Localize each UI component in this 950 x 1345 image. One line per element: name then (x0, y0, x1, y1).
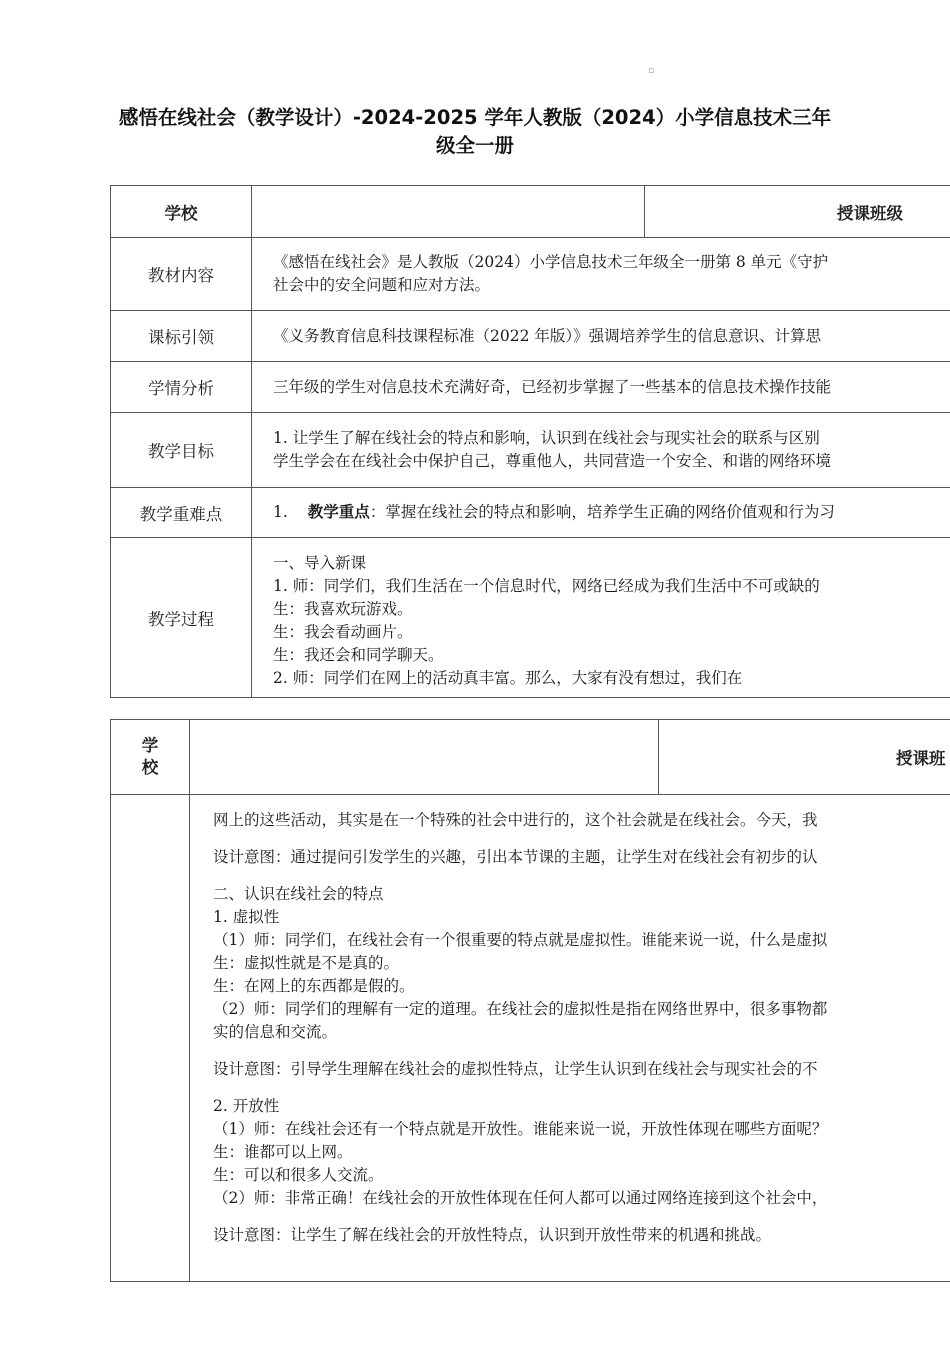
row-label-cell (111, 238, 252, 311)
row-label: 教学目标 (148, 442, 214, 461)
class-label-cell (645, 186, 950, 238)
title-line-1: 感悟在线社会（教学设计）-2024-2025 学年人教版（2024）小学信息技术三年 (118, 106, 832, 129)
lesson-info-table (110, 185, 950, 698)
key-point-text: ：掌握在线社会的特点和影响，培养学生正确的网络价值观和行为习 (369, 503, 835, 521)
text-line: 生：我会看动画片。 (273, 623, 413, 641)
design-intent-line: 设计意图：让学生了解在线社会的开放性特点，认识到开放性带来的机遇和挑战。 (213, 1226, 772, 1244)
class-label: 授课班级 (837, 203, 903, 223)
text-line: 生：可以和很多人交流。 (213, 1166, 384, 1184)
school-value-cell (252, 186, 645, 238)
text-line: 一、导入新课 (273, 554, 367, 572)
process-label-cell (111, 795, 190, 1282)
school-label-char: 学 (141, 736, 159, 755)
text-line: （1）师：在线社会还有一个特点就是开放性。谁能来说一说，开放性体现在哪些方面呢？ (213, 1120, 828, 1138)
teaching-process-cell (252, 538, 950, 698)
row-label-cell (111, 362, 252, 413)
row-label-cell (111, 538, 252, 698)
row-label-cell (111, 311, 252, 362)
row-label: 课标引领 (148, 328, 214, 347)
text-line: 二、认识在线社会的特点 (213, 885, 384, 903)
row-label: 教材内容 (148, 266, 214, 285)
text-line: 网上的这些活动，其实是在一个特殊的社会中进行的，这个社会就是在线社会。今天，我 (213, 811, 818, 829)
text-line: 生：我还会和同学聊天。 (273, 646, 444, 664)
school-label: 学校 (164, 203, 198, 223)
class-label: 授课班 (896, 749, 946, 768)
row-label: 学情分析 (148, 379, 214, 398)
teaching-goals-cell (252, 413, 950, 488)
key-point-line (273, 501, 950, 524)
text-line: 《感悟在线社会》是人教版（2024）小学信息技术三年级全一册第 8 单元《守护 (273, 253, 829, 271)
text-line: 生：在网上的东西都是假的。 (213, 977, 415, 995)
lesson-process-table (110, 719, 950, 1282)
text-line: （1）师：同学们，在线社会有一个很重要的特点就是虚拟性。谁能来说一说，什么是虚拟 (213, 931, 828, 949)
school-label-cell (111, 186, 252, 238)
text-line: 生：谁都可以上网。 (213, 1143, 353, 1161)
text-line: 《义务教育信息科技课程标准（2022 年版）》强调培养学生的信息意识、计算思 (273, 326, 822, 345)
title-line-2: 级全一册 (435, 134, 514, 157)
key-points-cell (252, 488, 950, 538)
school-value-cell (190, 720, 659, 795)
text-line: 1. 师：同学们，我们生活在一个信息时代，网络已经成为我们生活中不可或缺的 (273, 577, 820, 595)
design-intent-line: 设计意图：引导学生理解在线社会的虚拟性特点，让学生认识到在线社会与现实社会的不 (213, 1060, 818, 1078)
school-label-cell (111, 720, 190, 795)
text-line: 1. 虚拟性 (213, 908, 280, 926)
text-line: 1. 让学生了解在线社会的特点和影响，认识到在线社会与现实社会的联系与区别 (273, 429, 820, 447)
row-label-cell (111, 488, 252, 538)
text-line: 社会中的安全问题和应对方法。 (273, 276, 491, 294)
process-content-cell (190, 795, 950, 1282)
school-label-char: 校 (141, 758, 159, 777)
text-line: 2. 开放性 (213, 1097, 280, 1115)
text-line: 三年级的学生对信息技术充满好奇，已经初步掌握了一些基本的信息技术操作技能 (273, 377, 832, 396)
row-label: 教学过程 (148, 609, 214, 629)
curriculum-standard-cell (252, 311, 950, 362)
text-line: 2. 师：同学们在网上的活动真丰富。那么，大家有没有想过，我们在 (273, 669, 743, 687)
text-line: 生：我喜欢玩游戏。 (273, 600, 413, 618)
student-analysis-cell (252, 362, 950, 413)
text-line: 实的信息和交流。 (213, 1023, 338, 1041)
text-line: （2）师：同学们的理解有一定的道理。在线社会的虚拟性是指在网络世界中，很多事物都 (213, 1000, 828, 1018)
page-mark: ▫ (648, 66, 655, 76)
key-point-heading: 教学重点 (307, 503, 370, 521)
row-label: 教学重难点 (139, 504, 223, 524)
row-label-cell (111, 413, 252, 488)
text-line: （2）师：非常正确！在线社会的开放性体现在任何人都可以通过网络连接到这个社会中， (213, 1189, 828, 1207)
text-line: 生：虚拟性就是不是真的。 (213, 954, 400, 972)
textbook-content-cell (252, 238, 950, 311)
text-line: 学生学会在在线社会中保护自己，尊重他人，共同营造一个安全、和谐的网络环境 (273, 452, 832, 470)
document-title (90, 104, 860, 160)
key-point-number: 1. (273, 503, 288, 521)
design-intent-line: 设计意图：通过提问引发学生的兴趣，引出本节课的主题，让学生对在线社会有初步的认 (213, 848, 818, 866)
class-label-cell (659, 720, 950, 795)
